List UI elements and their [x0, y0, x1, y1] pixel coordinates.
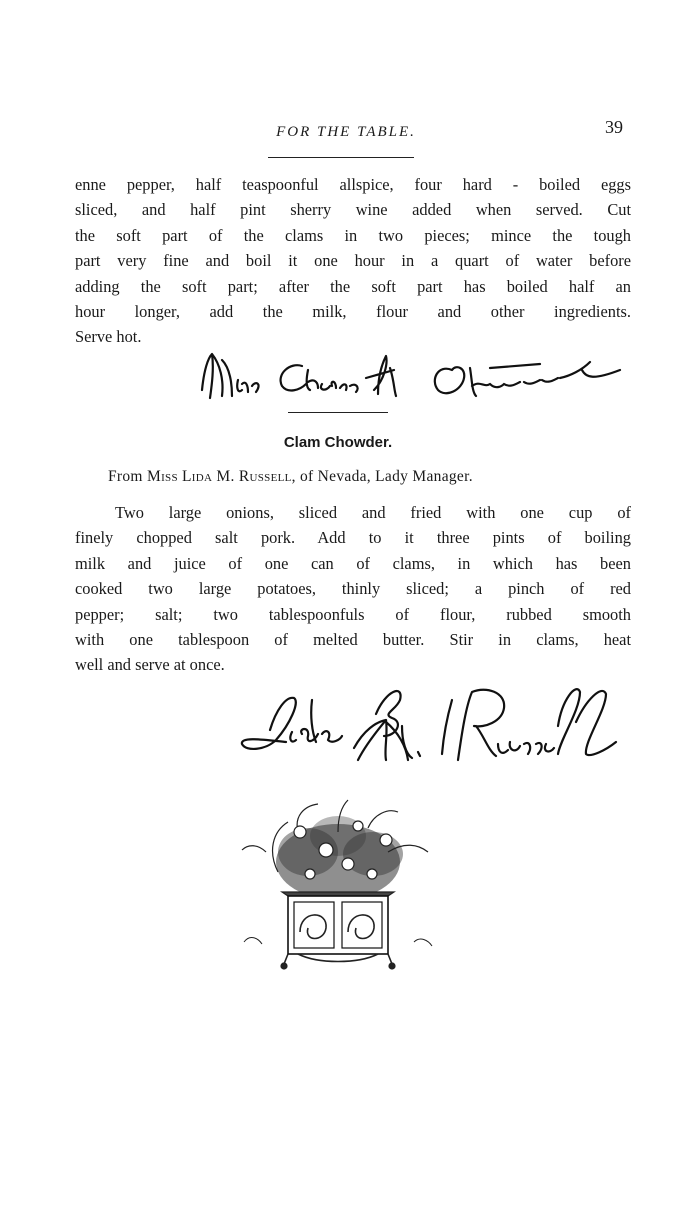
flower-planter-ornament-icon — [238, 792, 438, 974]
text-line: Serve hot. — [75, 327, 142, 347]
text-line: well and serve at once. — [75, 655, 225, 675]
attribution-from: From — [108, 468, 143, 485]
text-line: part very fine and boil it one hour in a quart of water before — [75, 251, 631, 271]
header-rule — [268, 157, 414, 158]
attribution-name: Miss Lida M. Russell — [146, 468, 292, 485]
text-line: hour longer, add the milk, flour and other ingredients. — [75, 302, 631, 322]
text-line: finely chopped salt pork. Add to it three pints of boiling — [75, 528, 631, 548]
text-line: the soft part of the clams in two pieces; mince the tough — [75, 225, 631, 245]
page-number: 39 — [605, 117, 623, 137]
signature-russell — [236, 670, 636, 780]
attribution-rest: , of Nevada, Lady Manager. — [291, 468, 473, 485]
previous-recipe-text — [75, 172, 631, 350]
section-rule — [288, 412, 388, 413]
recipe-title: Clam Chowder. — [283, 434, 393, 451]
text-line: adding the soft part; after the soft part has boiled half an — [75, 276, 631, 296]
text-line: cooked two large potatoes, thinly sliced; a pinch of red — [75, 579, 631, 599]
recipe-text — [75, 500, 631, 678]
text-line: pepper; salt; two tablespoonfuls of flour, rubbed smooth — [75, 604, 631, 624]
text-line: sliced, and half pint sherry wine added when served. Cut — [75, 200, 631, 220]
text-line: enne pepper, half teaspoonful allspice, four hard - boiled eggs — [75, 175, 631, 194]
recipe-attribution — [108, 468, 473, 486]
text-line: milk and juice of one can of clams, in which has been — [75, 553, 631, 573]
text-line: Two large onions, sliced and fried with one cup of — [115, 503, 631, 522]
running-title: FOR THE TABLE. — [276, 124, 416, 140]
text-line: with one tablespoon of melted butter. Stir in clams, heat — [75, 630, 631, 650]
signature-olmstead — [190, 340, 630, 410]
